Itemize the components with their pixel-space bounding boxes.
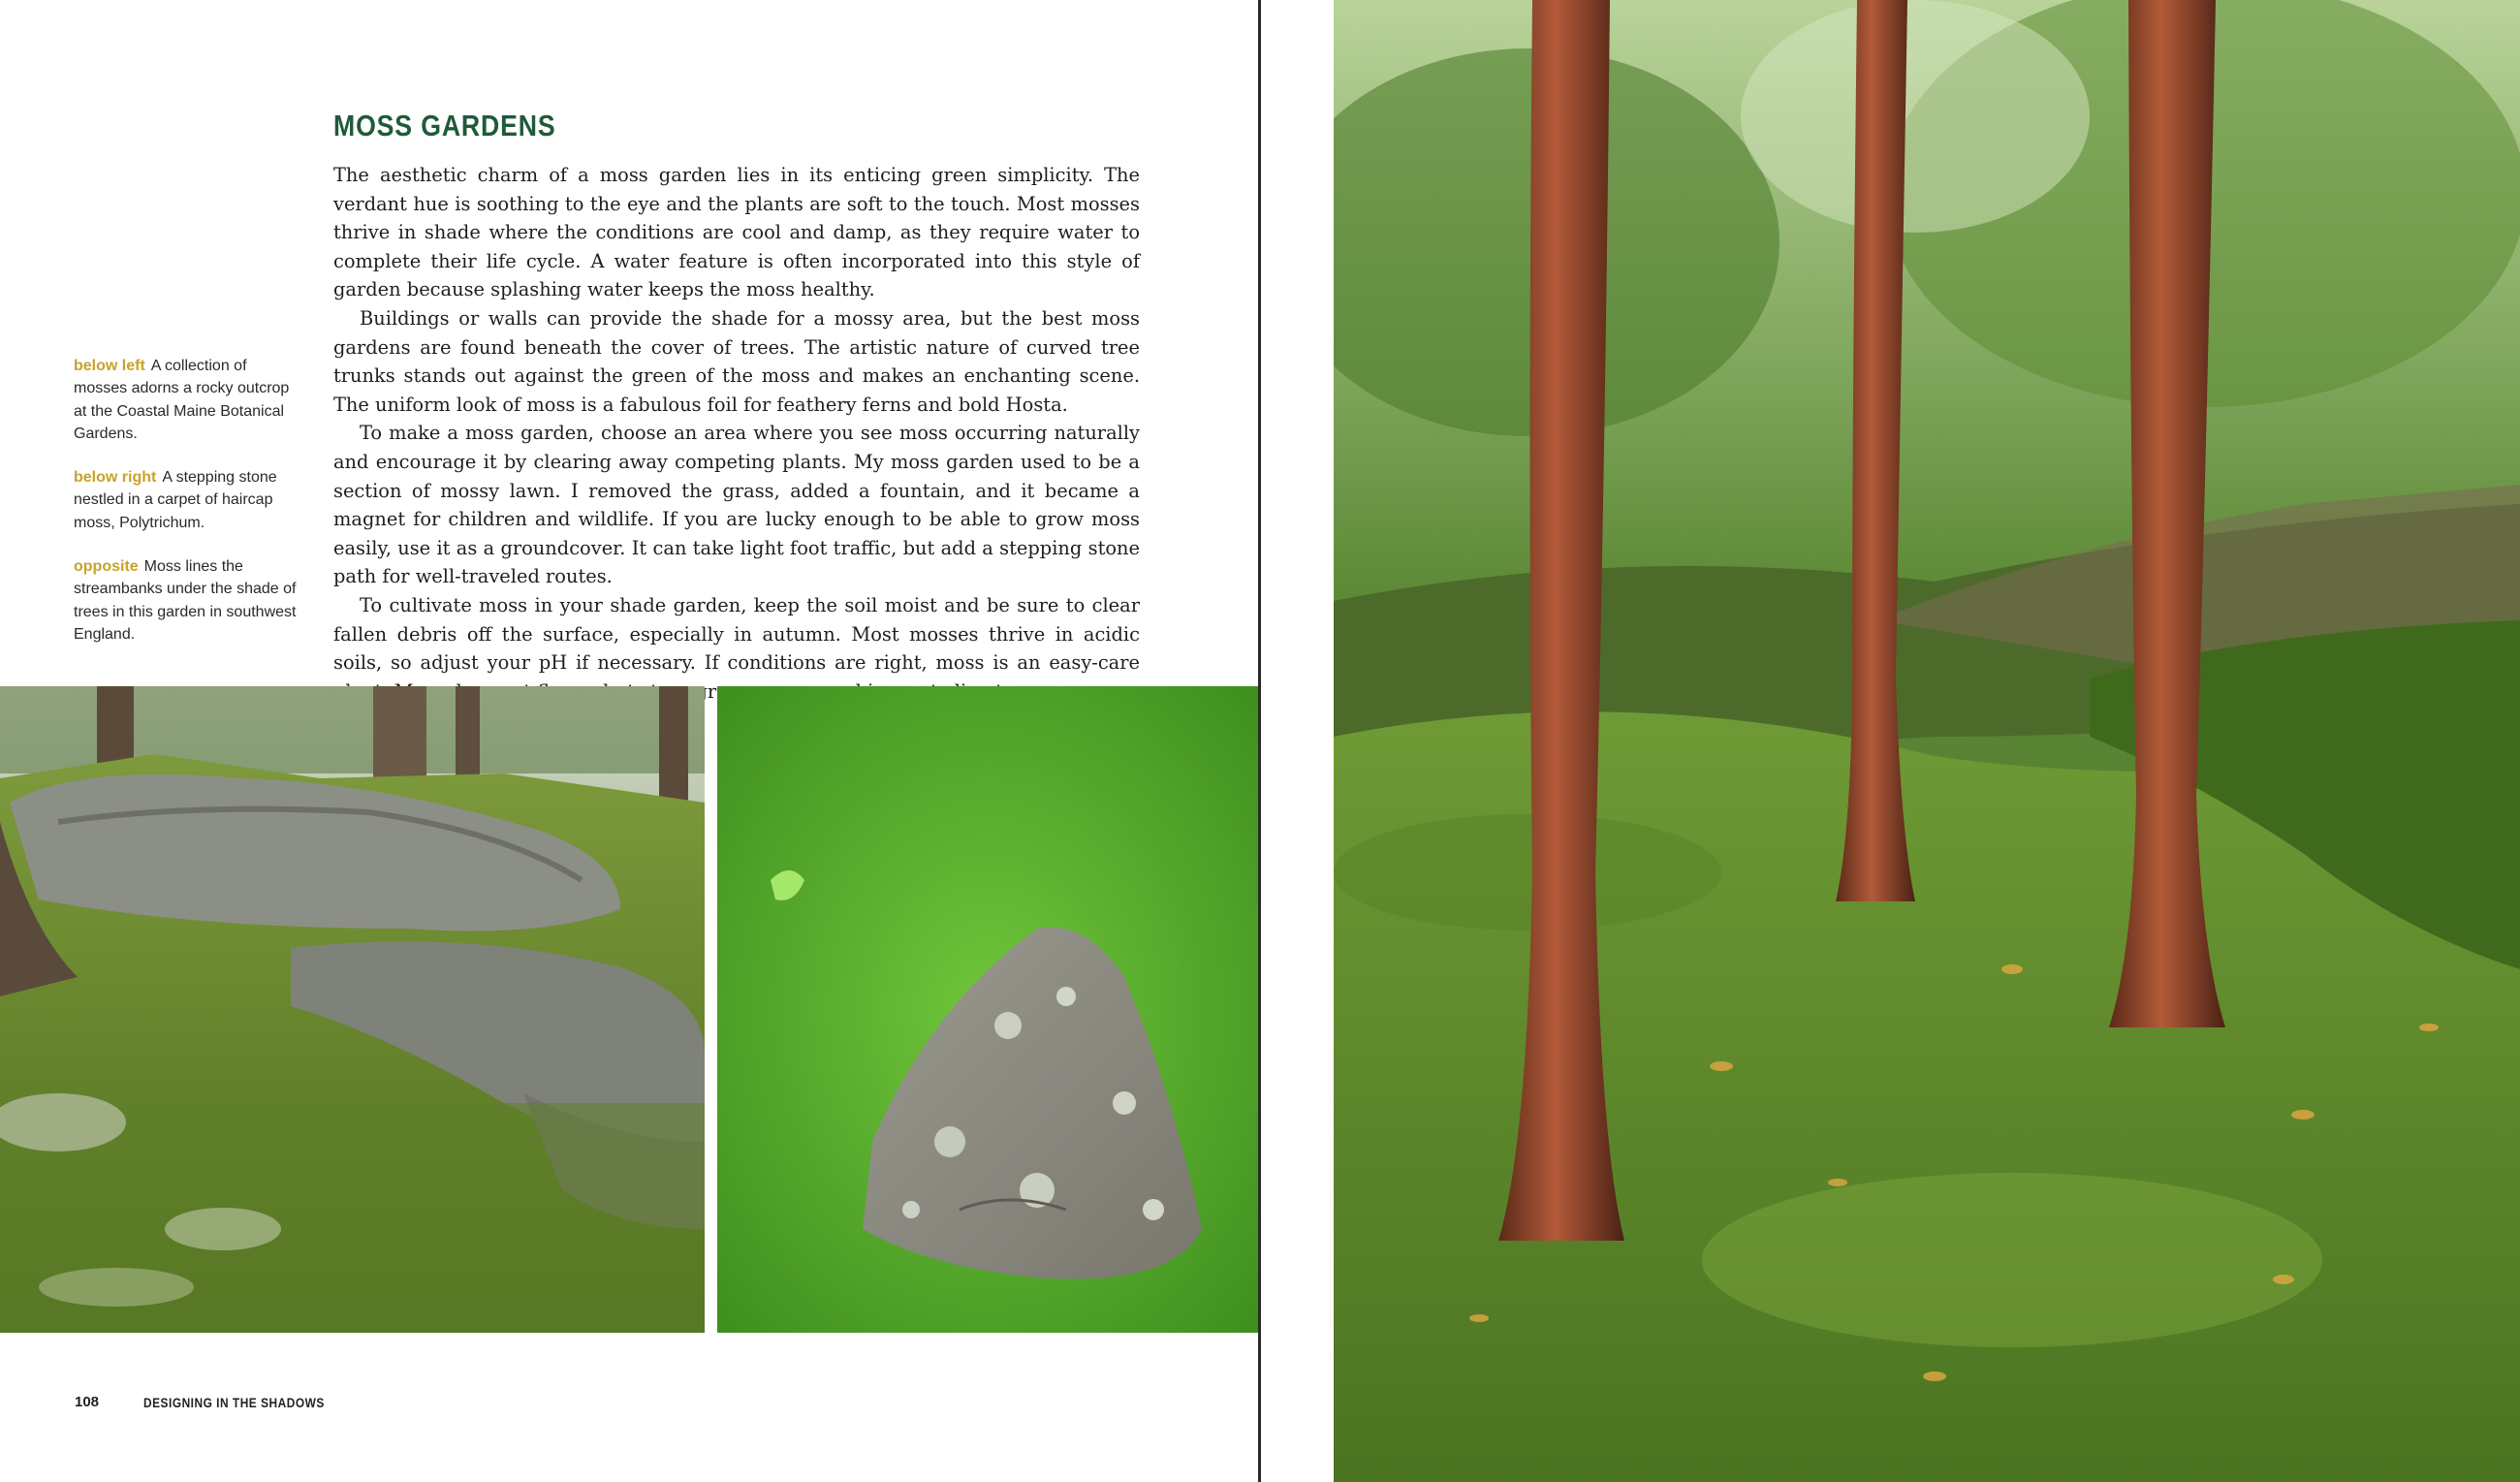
caption-key: below right bbox=[74, 469, 157, 487]
running-head: DESIGNING IN THE SHADOWS bbox=[143, 1395, 325, 1410]
page-number: 108 bbox=[75, 1394, 100, 1410]
photo-streambank-trees bbox=[1334, 0, 2520, 1482]
photo-stepping-stone bbox=[717, 686, 1258, 1333]
paragraph-2: Buildings or walls can provide the shade for a mossy area, but the best moss gardens are found beneath the cover of trees. The artistic nature of curved tree trunks stands out against the green of the moss and makes an enchanting scene. The uniform look of moss is a fabulous foil for feathery ferns and bold Hosta. bbox=[333, 306, 1140, 416]
page-gap bbox=[1261, 0, 1334, 1482]
caption-text: Moss lines the streambanks under the shade of trees in this garden in southwest England. bbox=[74, 558, 297, 643]
paragraph-1: The aesthetic charm of a moss garden lies in its enticing green simplicity. The verdant hue is soothing to the eye and the plants are soft to the touch. Most mosses thrive in shade where the conditions are cool and damp, as they require water to complete their life cycle. A water feature is often incorporated into this style of garden because splashing water keeps the moss healthy. bbox=[333, 164, 1140, 301]
paragraph-3: To make a moss garden, choose an area where you see moss occurring naturally and encourage it by clearing away competing plants. My moss garden used to be a section of mossy lawn. I removed the grass, added a fountain, and it became a magnet for children and wildlife. If you are lucky enough to be able to grow moss easily, use it as a groundcover. It can take light foot traffic, but add a stepping stone path for well-traveled routes. bbox=[333, 422, 1140, 588]
caption-column bbox=[74, 355, 299, 667]
photo-rocky-outcrop bbox=[0, 686, 705, 1333]
article-body bbox=[333, 161, 1140, 706]
caption-text: A collection of mosses adorns a rocky outcrop at the Coastal Maine Botanical Gardens. bbox=[74, 358, 290, 442]
caption-key: opposite bbox=[74, 558, 139, 576]
caption-text: A stepping stone nestled in a carpet of haircap moss, Polytrichum. bbox=[74, 469, 277, 531]
page-title: MOSS GARDENS bbox=[333, 109, 556, 142]
caption-opposite bbox=[74, 555, 299, 646]
caption-below-right bbox=[74, 466, 299, 534]
paragraph-4: To cultivate moss in your shade garden, keep the soil moist and be sure to clear fallen debris off the surface, especially in autumn. Most mosses thrive in acidic soils, so adjust your pH if necessary. If conditions are right, moss is an easy-care bbox=[333, 593, 1140, 675]
caption-key: below left bbox=[74, 358, 145, 374]
caption-below-left bbox=[74, 355, 299, 445]
